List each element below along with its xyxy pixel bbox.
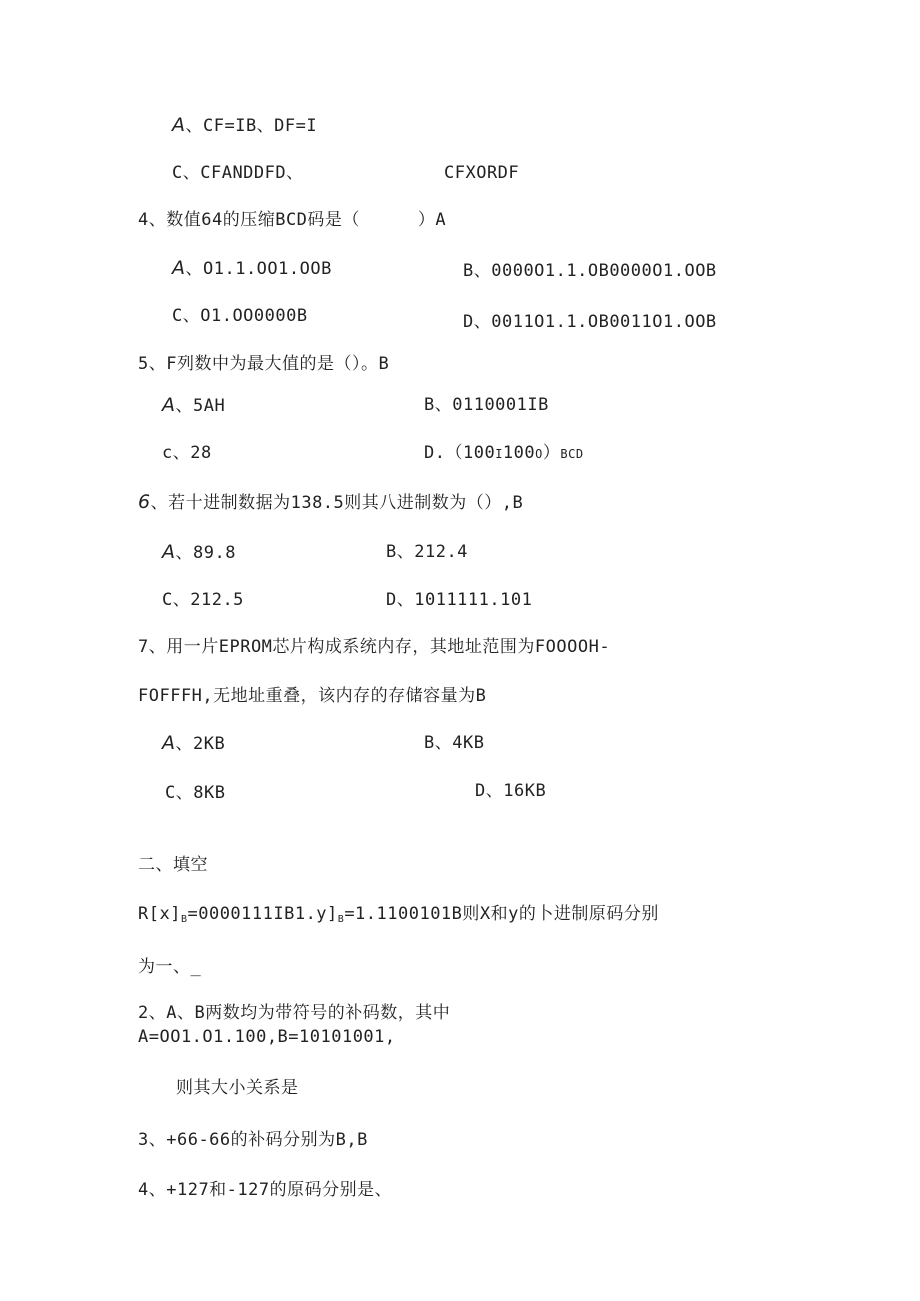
q4-stem bbox=[138, 209, 446, 231]
q3-option-a-text: 、CF=IB、DF=I bbox=[185, 116, 318, 136]
fill1-part-b: =0000111IB1.y] bbox=[187, 904, 338, 924]
q4-stem-head: 4、数值64的压缩BCD码是（ bbox=[138, 210, 360, 230]
fill2-line3: 则其大小关系是 bbox=[176, 1078, 299, 1098]
q4-option-a-letter: A bbox=[172, 257, 186, 279]
q5-option-c: c、28 bbox=[162, 443, 212, 463]
q4-option-d: D、0011O1.1.OB0011O1.OOB bbox=[463, 312, 717, 332]
q6-option-d: D、1011111.101 bbox=[386, 590, 533, 610]
fill4: 4、+127和-127的原码分别是、 bbox=[138, 1180, 393, 1200]
q5-option-d bbox=[424, 442, 584, 465]
q4-option-b: B、0000O1.1.OB0000O1.OOB bbox=[463, 261, 717, 281]
q5-option-a-text: 、5AH bbox=[175, 396, 226, 416]
fill3: 3、+66-66的补码分别为B,B bbox=[138, 1130, 368, 1150]
q6-stem-text: 、若十进制数据为138.5则其八进制数为（）,B bbox=[150, 493, 524, 513]
q5-option-a bbox=[162, 394, 225, 417]
q5-option-d-o: O bbox=[535, 447, 543, 461]
q6-number: 6 bbox=[138, 491, 151, 513]
q5-option-d-tail: ） bbox=[542, 443, 561, 463]
fill1-line2: 为一、_ bbox=[138, 957, 202, 977]
fill1-part-a: R[x] bbox=[138, 904, 181, 924]
q5-option-b: B、0110001IB bbox=[424, 395, 549, 415]
q3-option-d: CFXORDF bbox=[444, 163, 520, 183]
q6-option-b: B、212.4 bbox=[386, 542, 468, 562]
fill1-part-c: =1.1100101B则X和y的卜进制原码分别 bbox=[344, 904, 659, 924]
q6-stem bbox=[138, 491, 523, 514]
q7-option-a-text: 、2KB bbox=[175, 734, 226, 754]
q6-option-a bbox=[162, 541, 236, 564]
q7-option-c: C、8KB bbox=[165, 783, 226, 803]
q7-stem-line1: 7、用一片EPROM芯片构成系统内存，其地址范围为FOOOOH- bbox=[138, 637, 611, 657]
q7-option-d: D、16KB bbox=[475, 781, 547, 801]
q6-option-a-text: 、89.8 bbox=[175, 543, 236, 563]
fill1-sub-2: B bbox=[337, 914, 345, 925]
q3-option-c: C、CFANDDFD、 bbox=[172, 163, 304, 183]
q5-option-d-head: D.（100 bbox=[424, 443, 496, 463]
q4-option-c: C、O1.OO0000B bbox=[172, 306, 308, 326]
q7-option-b: B、4KB bbox=[424, 733, 485, 753]
fill2-line2: A=OO1.O1.100,B=10101001, bbox=[138, 1027, 396, 1047]
q4-stem-tail: ）A bbox=[417, 210, 447, 230]
fill2-line1: 2、A、B两数均为带符号的补码数，其中 bbox=[138, 1003, 451, 1023]
fill1-sub-1: B bbox=[180, 914, 188, 925]
q7-option-a-letter: A bbox=[162, 732, 176, 754]
q5-option-d-bcd: BCD bbox=[560, 447, 584, 461]
q5-stem: 5、F列数中为最大值的是（）。B bbox=[138, 354, 390, 374]
q3-option-a bbox=[172, 114, 317, 137]
q3-option-a-letter: A bbox=[172, 114, 186, 136]
q7-stem-line2: FOFFFH,无地址重叠，该内存的存储容量为B bbox=[138, 686, 487, 706]
section2-title: 二、填空 bbox=[138, 855, 208, 875]
q6-option-a-letter: A bbox=[162, 541, 176, 563]
q5-option-a-letter: A bbox=[162, 394, 176, 416]
q5-option-d-mid: 100 bbox=[502, 443, 536, 463]
q6-option-c: C、212.5 bbox=[162, 590, 244, 610]
fill1-line1 bbox=[138, 903, 659, 931]
q7-option-a bbox=[162, 732, 225, 755]
q4-option-a-text: 、O1.1.OO1.OOB bbox=[185, 259, 332, 279]
q5-option-d-i: I bbox=[495, 447, 503, 461]
q4-option-a bbox=[172, 257, 332, 280]
